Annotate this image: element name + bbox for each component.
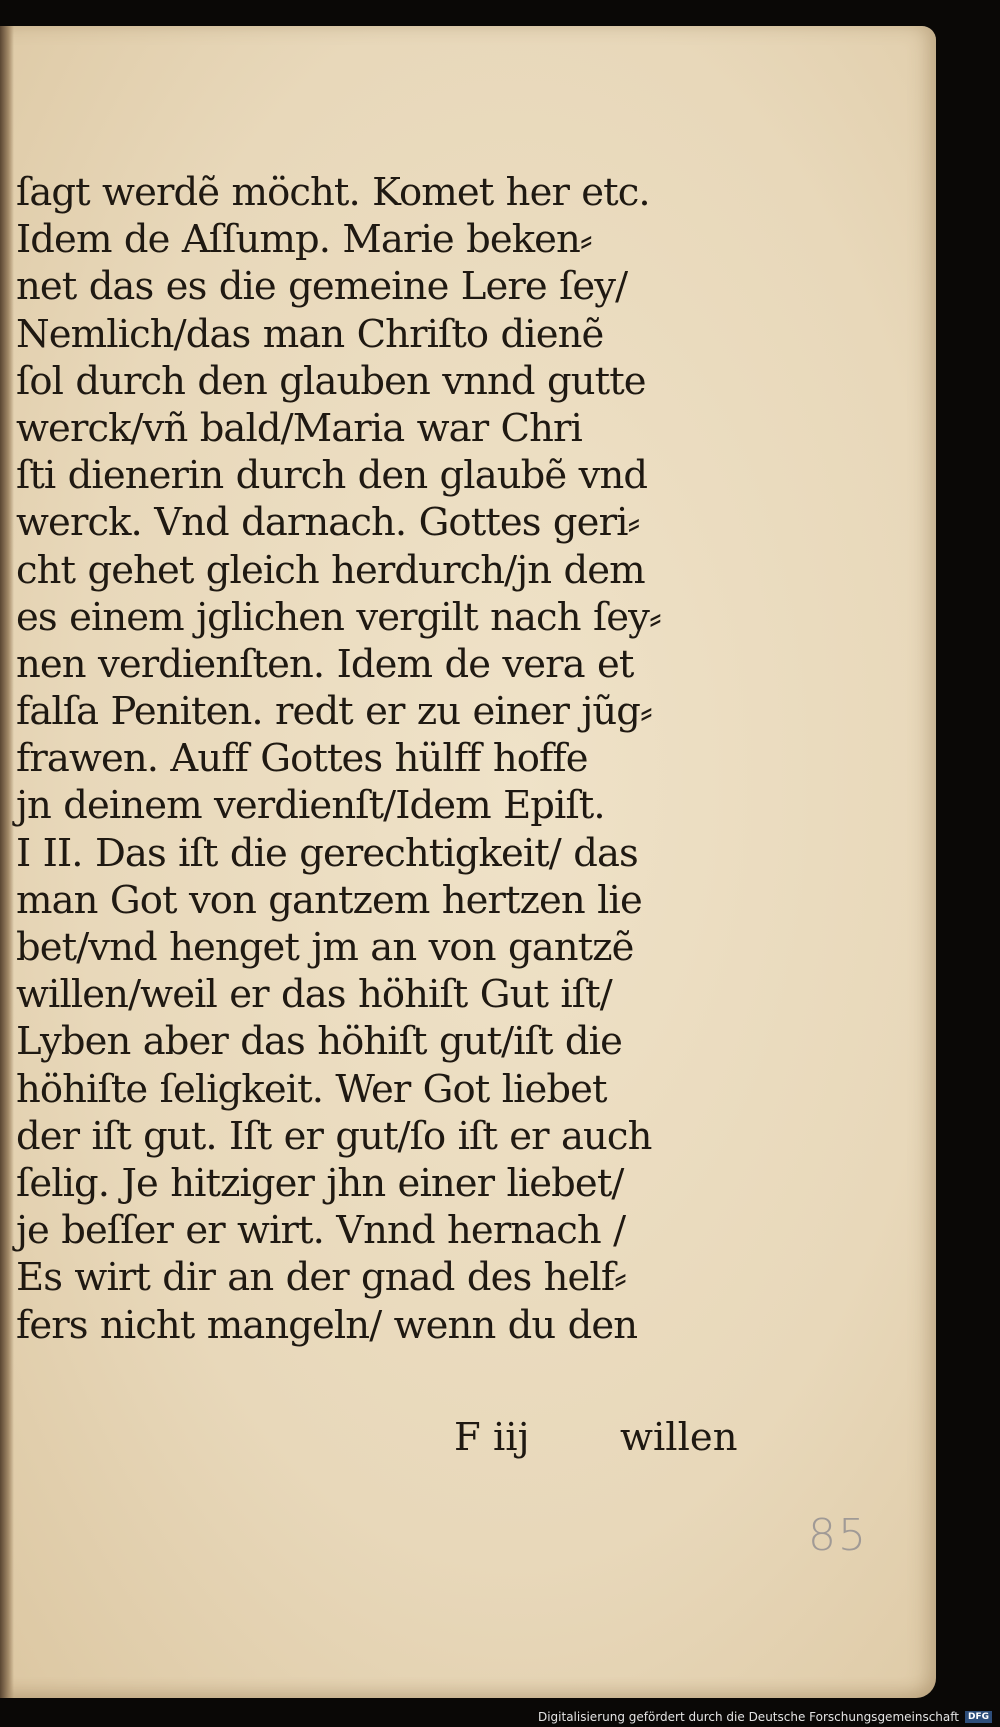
text-line: bet/vnd henget jm an von gantzẽ bbox=[16, 925, 634, 970]
text-line: es einem jglichen vergilt nach ſey⸗ bbox=[16, 594, 661, 640]
text-line: falſa Peniten. redt er zu einer jũg⸗ bbox=[16, 689, 652, 735]
text-line: cht gehet gleich herdurch/jn dem bbox=[16, 547, 645, 593]
text-line: ſelig. Je hitziger jhn einer liebet/ bbox=[16, 1160, 624, 1206]
folio-number: 85 bbox=[808, 1510, 868, 1561]
text-line: ſti dienerin durch den glaubẽ vnd bbox=[16, 453, 648, 499]
footer-credit-text: Digitalisierung gefördert durch die Deutsche Forschungsgemeinschaft bbox=[537, 1710, 959, 1724]
dfg-logo: DFG bbox=[965, 1711, 992, 1723]
text-line: willen/weil er das höhiſt Gut iſt/ bbox=[16, 972, 612, 1018]
text-block bbox=[16, 169, 736, 1349]
text-line: frawen. Auff Gottes hülff hoffe bbox=[16, 736, 588, 782]
text-line: ſagt werdẽ möcht. Komet her etc. bbox=[16, 170, 650, 215]
text-line: ſol durch den glauben vnnd gutte bbox=[16, 358, 646, 404]
text-line: man Got von gantzem hertzen lie bbox=[16, 877, 642, 923]
signature-mark: F iij bbox=[454, 1415, 530, 1460]
text-line: werck. Vnd darnach. Gottes geri⸗ bbox=[16, 500, 640, 546]
text-line: fers nicht mangeln/ wenn du den bbox=[16, 1302, 638, 1348]
text-line: höhiſte ſeligkeit. Wer Got liebet bbox=[16, 1066, 607, 1112]
catchword: willen bbox=[620, 1415, 738, 1460]
text-line: werck/vñ bald/Maria war Chri bbox=[16, 405, 582, 451]
text-line: I II. Das iſt die gerechtigkeit/ das bbox=[16, 830, 638, 876]
text-line: Nemlich/das man Chriſto dienẽ bbox=[16, 311, 604, 357]
text-line: nen verdienſten. Idem de vera et bbox=[16, 641, 634, 687]
text-line: Lyben aber das höhiſt gut/iſt die bbox=[16, 1019, 622, 1065]
text-line: je beſſer er wirt. Vnnd hernach / bbox=[16, 1208, 626, 1254]
footer-credit bbox=[538, 1710, 992, 1724]
book-page bbox=[0, 26, 936, 1698]
text-line: Es wirt dir an der gnad des helf⸗ bbox=[16, 1255, 627, 1301]
text-line: net das es die gemeine Lere ſey/ bbox=[16, 264, 628, 310]
text-line: Idem de Aſſump. Marie beken⸗ bbox=[16, 217, 592, 263]
text-line: der iſt gut. Iſt er gut/ſo iſt er auch bbox=[16, 1113, 652, 1159]
catchline bbox=[454, 1415, 738, 1460]
text-line: jn deinem verdienſt/Idem Epiſt. bbox=[16, 783, 605, 829]
